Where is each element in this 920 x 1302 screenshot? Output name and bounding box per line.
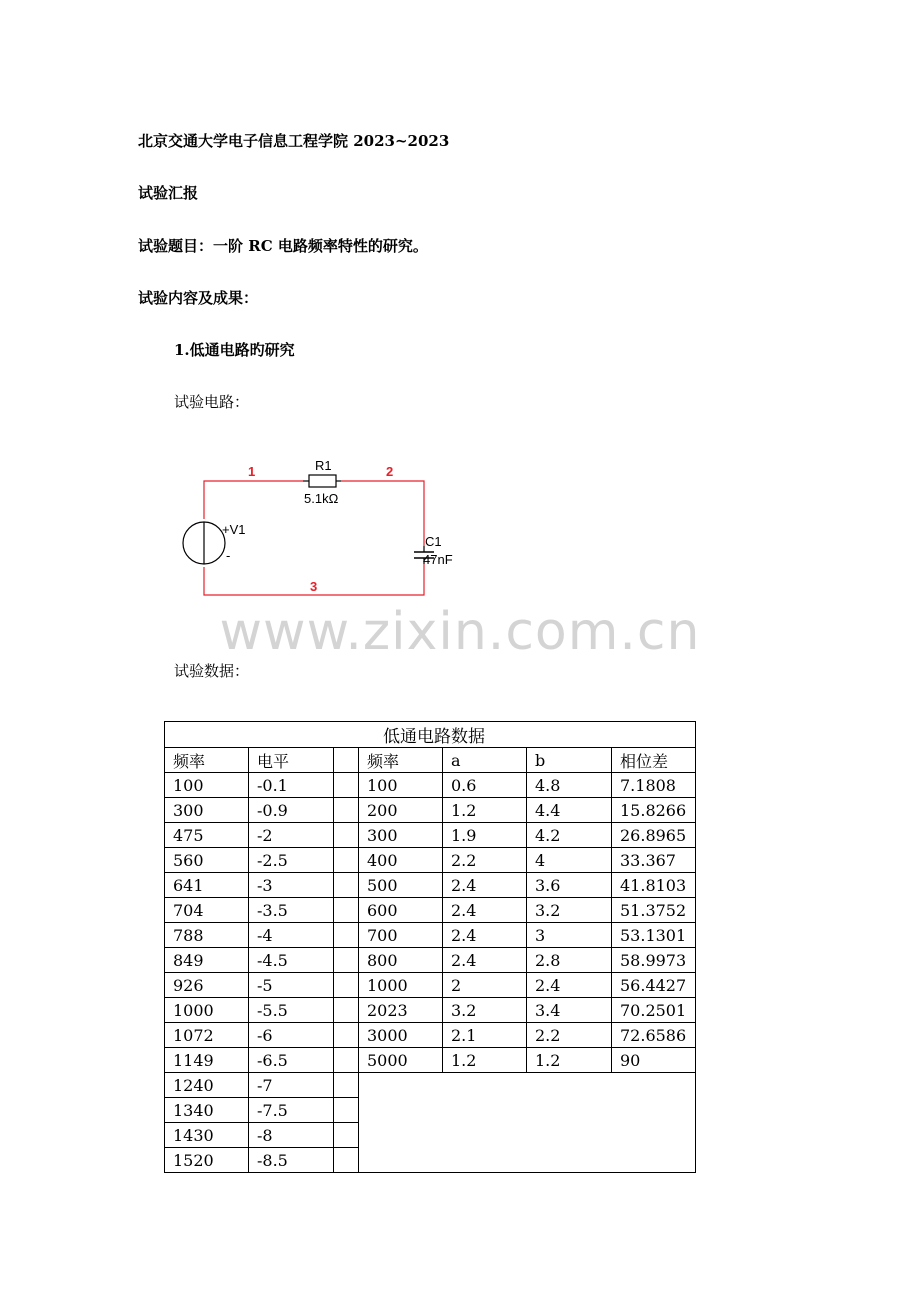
level-cell: -2 — [249, 823, 334, 848]
data-cell: 1.2 — [443, 798, 527, 823]
spacer-cell — [334, 873, 359, 898]
data-cell: 4.4 — [527, 798, 612, 823]
freq-cell: 788 — [165, 923, 249, 948]
table-row — [165, 773, 696, 798]
freq-cell: 560 — [165, 848, 249, 873]
data-cell: 3 — [527, 923, 612, 948]
v1-minus: - — [226, 548, 231, 563]
node-label-1: 1 — [248, 464, 256, 479]
data-cell: 1.2 — [443, 1048, 527, 1073]
spacer-cell — [334, 823, 359, 848]
data-cell: 3.4 — [527, 998, 612, 1023]
table-row — [165, 998, 696, 1023]
freq-cell: 1000 — [165, 998, 249, 1023]
circuit-label: 试验电路： — [174, 393, 250, 411]
data-cell: 2.2 — [527, 1023, 612, 1048]
data-cell: 1.2 — [527, 1048, 612, 1073]
freq-cell: 926 — [165, 973, 249, 998]
data-cell: 41.8103 — [612, 873, 696, 898]
r1-name: R1 — [315, 458, 332, 473]
c1-value: 47nF — [423, 552, 453, 567]
data-cell: 2023 — [359, 998, 443, 1023]
data-cell: 3000 — [359, 1023, 443, 1048]
spacer-cell — [334, 998, 359, 1023]
data-cell: 1.9 — [443, 823, 527, 848]
level-cell: -0.9 — [249, 798, 334, 823]
voltage-source-icon — [183, 522, 225, 564]
wire-node-1 — [204, 481, 303, 519]
level-cell: -4.5 — [249, 948, 334, 973]
data-cell: 53.1301 — [612, 923, 696, 948]
data-cell: 26.8965 — [612, 823, 696, 848]
node-label-2: 2 — [386, 464, 394, 479]
subject-line: 试验题目：一阶 RC 电路频率特性的研究。 — [138, 237, 428, 255]
table-row — [165, 1023, 696, 1048]
header-cell: b — [527, 748, 612, 773]
spacer-cell — [334, 1148, 359, 1173]
data-cell: 2.8 — [527, 948, 612, 973]
data-cell: 0.6 — [443, 773, 527, 798]
c1-name: C1 — [425, 534, 442, 549]
freq-cell: 475 — [165, 823, 249, 848]
table-row — [165, 1073, 696, 1098]
content-heading: 试验内容及成果： — [138, 289, 259, 307]
level-cell: -6.5 — [249, 1048, 334, 1073]
data-cell: 2.4 — [443, 948, 527, 973]
school-line: 北京交通大学电子信息工程学院 2023~2023 — [138, 132, 450, 150]
level-cell: -2.5 — [249, 848, 334, 873]
freq-cell: 641 — [165, 873, 249, 898]
table-row — [165, 1048, 696, 1073]
table-row — [165, 973, 696, 998]
data-cell: 3.6 — [527, 873, 612, 898]
data-cell: 800 — [359, 948, 443, 973]
data-cell: 2 — [443, 973, 527, 998]
header-cell: 相位差 — [612, 748, 696, 773]
wire-node-2 — [341, 481, 424, 546]
data-cell: 58.9973 — [612, 948, 696, 973]
data-cell: 2.4 — [527, 973, 612, 998]
data-cell: 33.367 — [612, 848, 696, 873]
spacer-cell — [334, 1098, 359, 1123]
spacer-cell — [334, 1123, 359, 1148]
data-cell: 7.1808 — [612, 773, 696, 798]
data-cell: 400 — [359, 848, 443, 873]
data-cell: 15.8266 — [612, 798, 696, 823]
empty-region — [359, 1073, 696, 1173]
data-cell: 1000 — [359, 973, 443, 998]
spacer-cell — [334, 948, 359, 973]
data-cell: 600 — [359, 898, 443, 923]
section-title: 1.低通电路旳研究 — [174, 341, 295, 359]
data-cell: 300 — [359, 823, 443, 848]
freq-cell: 1430 — [165, 1123, 249, 1148]
level-cell: -6 — [249, 1023, 334, 1048]
data-label: 试验数据： — [174, 662, 250, 680]
level-cell: -8 — [249, 1123, 334, 1148]
data-cell: 100 — [359, 773, 443, 798]
data-cell: 4.8 — [527, 773, 612, 798]
data-cell: 72.6586 — [612, 1023, 696, 1048]
v1-name: +V1 — [222, 522, 246, 537]
level-cell: -7.5 — [249, 1098, 334, 1123]
spacer-cell — [334, 923, 359, 948]
lowpass-data-table — [164, 721, 696, 1173]
level-cell: -0.1 — [249, 773, 334, 798]
node-label-3: 3 — [310, 579, 318, 594]
level-cell: -5.5 — [249, 998, 334, 1023]
data-cell: 5000 — [359, 1048, 443, 1073]
spacer-cell — [334, 973, 359, 998]
level-cell: -4 — [249, 923, 334, 948]
spacer-cell — [334, 898, 359, 923]
spacer-cell — [334, 748, 359, 773]
table-row — [165, 873, 696, 898]
table-row — [165, 848, 696, 873]
r1-value: 5.1kΩ — [304, 491, 339, 506]
freq-cell: 704 — [165, 898, 249, 923]
data-cell: 70.2501 — [612, 998, 696, 1023]
spacer-cell — [334, 1048, 359, 1073]
header-cell: 电平 — [249, 748, 334, 773]
data-cell: 4.2 — [527, 823, 612, 848]
table-row — [165, 948, 696, 973]
table-row — [165, 798, 696, 823]
level-cell: -7 — [249, 1073, 334, 1098]
freq-cell: 1520 — [165, 1148, 249, 1173]
table-title: 低通电路数据 — [165, 722, 696, 748]
data-cell: 2.2 — [443, 848, 527, 873]
data-cell: 56.4427 — [612, 973, 696, 998]
header-cell: 频率 — [165, 748, 249, 773]
freq-cell: 1340 — [165, 1098, 249, 1123]
level-cell: -3 — [249, 873, 334, 898]
rc-circuit-diagram — [170, 448, 490, 608]
data-cell: 3.2 — [527, 898, 612, 923]
data-cell: 700 — [359, 923, 443, 948]
freq-cell: 1149 — [165, 1048, 249, 1073]
freq-cell: 849 — [165, 948, 249, 973]
spacer-cell — [334, 1023, 359, 1048]
watermark: www.zixin.com.cn — [219, 602, 701, 662]
data-cell: 500 — [359, 873, 443, 898]
freq-cell: 1240 — [165, 1073, 249, 1098]
level-cell: -5 — [249, 973, 334, 998]
freq-cell: 100 — [165, 773, 249, 798]
table-row — [165, 923, 696, 948]
spacer-cell — [334, 1073, 359, 1098]
data-cell: 4 — [527, 848, 612, 873]
header-cell: 频率 — [359, 748, 443, 773]
data-cell: 3.2 — [443, 998, 527, 1023]
data-cell: 2.4 — [443, 873, 527, 898]
table-row — [165, 898, 696, 923]
freq-cell: 300 — [165, 798, 249, 823]
level-cell: -8.5 — [249, 1148, 334, 1173]
table-row — [165, 823, 696, 848]
spacer-cell — [334, 773, 359, 798]
spacer-cell — [334, 798, 359, 823]
data-cell: 200 — [359, 798, 443, 823]
data-cell: 90 — [612, 1048, 696, 1073]
freq-cell: 1072 — [165, 1023, 249, 1048]
resistor-icon — [303, 475, 341, 487]
data-cell: 51.3752 — [612, 898, 696, 923]
data-cell: 2.4 — [443, 898, 527, 923]
header-cell: a — [443, 748, 527, 773]
data-cell: 2.1 — [443, 1023, 527, 1048]
data-cell: 2.4 — [443, 923, 527, 948]
level-cell: -3.5 — [249, 898, 334, 923]
report-title: 试验汇报 — [138, 184, 199, 202]
spacer-cell — [334, 848, 359, 873]
